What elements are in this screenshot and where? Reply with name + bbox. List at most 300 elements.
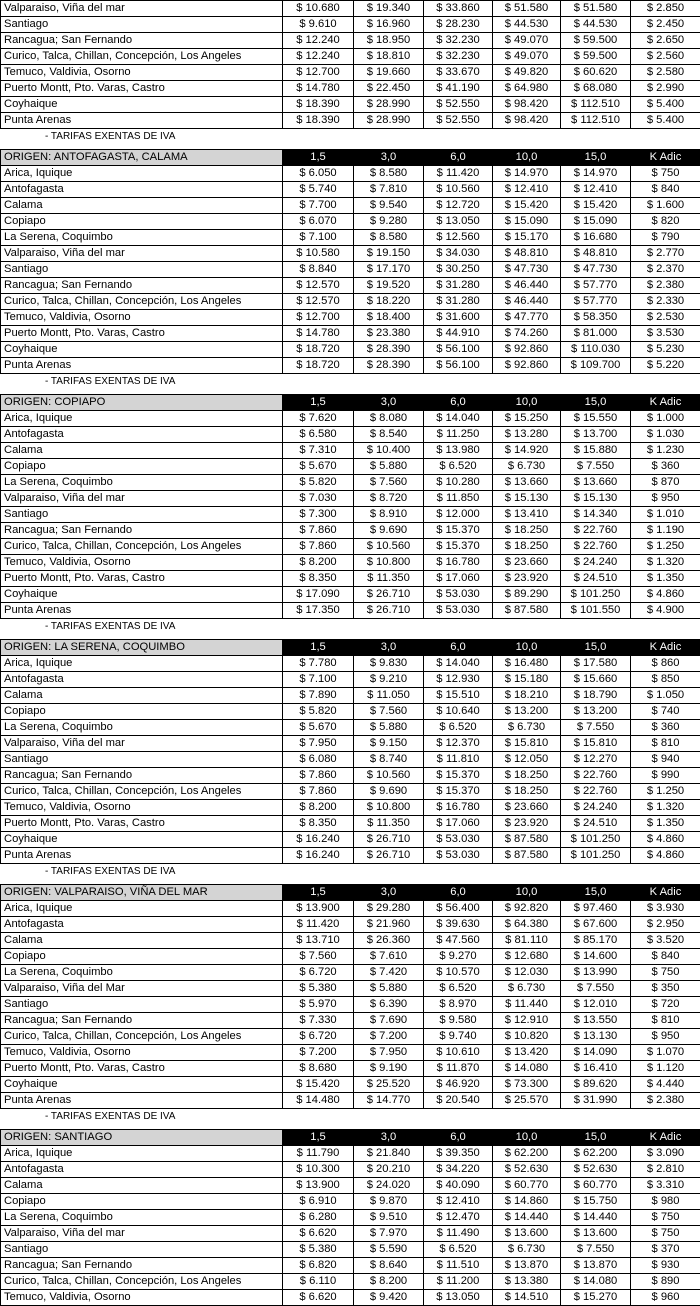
tax-exempt-note: - TARIFAS EXENTAS DE IVA: [0, 374, 700, 390]
destination-cell: Coyhaique: [1, 587, 283, 603]
rate-cell: $ 750: [631, 965, 700, 981]
rate-cell: $ 26.710: [354, 603, 424, 619]
rate-cell: $ 20.540: [424, 1093, 493, 1109]
rate-cell: $ 3.090: [631, 1146, 700, 1162]
rate-cell: $ 12.720: [424, 198, 493, 214]
rate-cell: $ 13.700: [561, 427, 631, 443]
rate-cell: $ 850: [631, 672, 700, 688]
table-row: [1, 1093, 700, 1109]
rate-cell: $ 2.580: [631, 65, 700, 81]
rate-cell: $ 13.200: [493, 704, 561, 720]
column-header: 15,0: [561, 885, 631, 901]
rate-cell: $ 15.180: [493, 672, 561, 688]
destination-cell: Temuco, Valdivia, Osorno: [1, 555, 283, 571]
table-row: [1, 933, 700, 949]
table-row: [1, 427, 700, 443]
rate-cell: $ 13.980: [424, 443, 493, 459]
rate-cell: $ 13.420: [493, 1045, 561, 1061]
table-row: [1, 326, 700, 342]
column-header: 10,0: [493, 640, 561, 656]
rate-table: [0, 0, 700, 129]
rate-cell: $ 18.950: [354, 33, 424, 49]
rate-cell: $ 30.250: [424, 262, 493, 278]
rate-cell: $ 56.100: [424, 342, 493, 358]
table-row: [1, 981, 700, 997]
rate-cell: $ 49.070: [493, 49, 561, 65]
destination-cell: Antofagasta: [1, 182, 283, 198]
rate-cell: $ 16.680: [561, 230, 631, 246]
rate-cell: $ 10.400: [354, 443, 424, 459]
rate-cell: $ 8.740: [354, 752, 424, 768]
destination-cell: Calama: [1, 443, 283, 459]
table-row: [1, 1061, 700, 1077]
destination-cell: La Serena, Coquimbo: [1, 1210, 283, 1226]
table-row: [1, 1045, 700, 1061]
rate-cell: $ 1.030: [631, 427, 700, 443]
rate-cell: $ 750: [631, 166, 700, 182]
rate-cell: $ 40.090: [424, 1178, 493, 1194]
rate-cell: $ 2.380: [631, 1093, 700, 1109]
rate-cell: $ 13.380: [493, 1274, 561, 1290]
tax-exempt-note: - TARIFAS EXENTAS DE IVA: [0, 619, 700, 635]
rate-cell: $ 23.380: [354, 326, 424, 342]
tax-exempt-note: - TARIFAS EXENTAS DE IVA: [0, 1109, 700, 1125]
rate-cell: $ 930: [631, 1258, 700, 1274]
table-row: [1, 17, 700, 33]
rate-cell: $ 44.530: [493, 17, 561, 33]
table-row: [1, 571, 700, 587]
rate-cell: $ 23.920: [493, 571, 561, 587]
column-header: 1,5: [283, 640, 354, 656]
rate-cell: $ 60.770: [493, 1178, 561, 1194]
rate-cell: $ 56.400: [424, 901, 493, 917]
destination-cell: La Serena, Coquimbo: [1, 965, 283, 981]
rate-cell: $ 12.700: [283, 310, 354, 326]
table-row: [1, 113, 700, 129]
rate-cell: $ 2.330: [631, 294, 700, 310]
destination-cell: Coyhaique: [1, 342, 283, 358]
column-header: 3,0: [354, 885, 424, 901]
rate-cell: $ 7.550: [561, 1242, 631, 1258]
rate-cell: $ 7.100: [283, 230, 354, 246]
destination-cell: Temuco, Valdivia, Osorno: [1, 800, 283, 816]
rate-cell: $ 56.100: [424, 358, 493, 374]
rate-cell: $ 6.390: [354, 997, 424, 1013]
rate-cell: $ 15.810: [561, 736, 631, 752]
rate-cell: $ 33.670: [424, 65, 493, 81]
rate-cell: $ 15.420: [283, 1077, 354, 1093]
rate-cell: $ 18.720: [283, 342, 354, 358]
table-header-row: [1, 885, 700, 901]
rate-cell: $ 7.550: [561, 981, 631, 997]
rate-cell: $ 6.520: [424, 720, 493, 736]
destination-cell: Valparaiso, Viña del Mar: [1, 981, 283, 997]
rate-cell: $ 14.080: [561, 1274, 631, 1290]
rate-cell: $ 9.870: [354, 1194, 424, 1210]
rate-cell: $ 13.870: [493, 1258, 561, 1274]
table-row: [1, 965, 700, 981]
rate-cell: $ 7.030: [283, 491, 354, 507]
table-row: [1, 736, 700, 752]
tax-exempt-note: - TARIFAS EXENTAS DE IVA: [0, 864, 700, 880]
rate-cell: $ 14.440: [493, 1210, 561, 1226]
rate-cell: $ 7.810: [354, 182, 424, 198]
destination-cell: Santiago: [1, 507, 283, 523]
destination-cell: La Serena, Coquimbo: [1, 230, 283, 246]
table-row: [1, 1077, 700, 1093]
destination-cell: Valparaiso, Viña del mar: [1, 736, 283, 752]
rate-cell: $ 13.900: [283, 901, 354, 917]
rate-cell: $ 11.250: [424, 427, 493, 443]
rate-cell: $ 13.280: [493, 427, 561, 443]
column-header: K Adic: [631, 150, 700, 166]
rate-cell: $ 7.200: [354, 1029, 424, 1045]
rate-cell: $ 10.560: [424, 182, 493, 198]
table-row: [1, 1290, 700, 1306]
rate-cell: $ 28.230: [424, 17, 493, 33]
table-row: [1, 672, 700, 688]
column-header: 6,0: [424, 1130, 493, 1146]
rate-cell: $ 5.880: [354, 720, 424, 736]
rate-cell: $ 26.710: [354, 848, 424, 864]
rate-cell: $ 11.350: [354, 816, 424, 832]
rate-cell: $ 12.410: [424, 1194, 493, 1210]
rate-cell: $ 46.440: [493, 294, 561, 310]
rate-cell: $ 960: [631, 1290, 700, 1306]
rate-cell: $ 750: [631, 1226, 700, 1242]
rate-cell: $ 67.600: [561, 917, 631, 933]
rate-cell: $ 12.680: [493, 949, 561, 965]
rate-cell: $ 860: [631, 656, 700, 672]
rate-cell: $ 9.510: [354, 1210, 424, 1226]
rate-cell: $ 10.610: [424, 1045, 493, 1061]
rate-cell: $ 47.730: [493, 262, 561, 278]
rate-cell: $ 15.130: [493, 491, 561, 507]
rate-cell: $ 41.190: [424, 81, 493, 97]
rate-cell: $ 57.770: [561, 294, 631, 310]
rate-cell: $ 7.860: [283, 768, 354, 784]
rate-cell: $ 7.610: [354, 949, 424, 965]
rate-cell: $ 4.860: [631, 832, 700, 848]
rate-cell: $ 12.570: [283, 278, 354, 294]
rate-cell: $ 32.230: [424, 33, 493, 49]
rate-cell: $ 28.990: [354, 113, 424, 129]
rate-cell: $ 1.320: [631, 800, 700, 816]
table-row: [1, 491, 700, 507]
rate-cell: $ 9.580: [424, 1013, 493, 1029]
rate-cell: $ 8.200: [354, 1274, 424, 1290]
rate-cell: $ 87.580: [493, 832, 561, 848]
rate-cell: $ 9.280: [354, 214, 424, 230]
table-row: [1, 358, 700, 374]
rate-cell: $ 28.390: [354, 342, 424, 358]
rate-cell: $ 5.400: [631, 97, 700, 113]
rate-cell: $ 2.770: [631, 246, 700, 262]
rate-cell: $ 5.380: [283, 981, 354, 997]
destination-cell: Rancagua; San Fernando: [1, 768, 283, 784]
rate-cell: $ 790: [631, 230, 700, 246]
rate-cell: $ 22.760: [561, 768, 631, 784]
rate-cell: $ 101.250: [561, 848, 631, 864]
rate-cell: $ 750: [631, 1210, 700, 1226]
rate-cell: $ 26.360: [354, 933, 424, 949]
rate-cell: $ 64.980: [493, 81, 561, 97]
destination-cell: Arica, Iquique: [1, 1146, 283, 1162]
rate-cell: $ 29.280: [354, 901, 424, 917]
rate-cell: $ 12.240: [283, 33, 354, 49]
destination-cell: Copiapo: [1, 949, 283, 965]
destination-cell: Coyhaique: [1, 97, 283, 113]
rate-cell: $ 13.200: [561, 704, 631, 720]
rate-cell: $ 6.910: [283, 1194, 354, 1210]
destination-cell: Punta Arenas: [1, 603, 283, 619]
table-row: [1, 1194, 700, 1210]
rate-cell: $ 5.880: [354, 459, 424, 475]
rate-cell: $ 34.030: [424, 246, 493, 262]
rate-cell: $ 2.990: [631, 81, 700, 97]
rate-cell: $ 6.520: [424, 981, 493, 997]
rate-cell: $ 2.810: [631, 1162, 700, 1178]
rate-cell: $ 98.420: [493, 113, 561, 129]
table-row: [1, 917, 700, 933]
destination-cell: Santiago: [1, 997, 283, 1013]
rate-cell: $ 2.380: [631, 278, 700, 294]
rate-cell: $ 8.580: [354, 166, 424, 182]
table-row: [1, 310, 700, 326]
rate-cell: $ 12.000: [424, 507, 493, 523]
rate-cell: $ 52.550: [424, 113, 493, 129]
rate-cell: $ 31.280: [424, 278, 493, 294]
table-header-row: [1, 395, 700, 411]
column-header: 1,5: [283, 1130, 354, 1146]
table-row: [1, 198, 700, 214]
rate-cell: $ 7.890: [283, 688, 354, 704]
rate-cell: $ 15.370: [424, 768, 493, 784]
rate-cell: $ 9.150: [354, 736, 424, 752]
rate-cell: $ 24.020: [354, 1178, 424, 1194]
rate-cell: $ 58.350: [561, 310, 631, 326]
rate-cell: $ 17.170: [354, 262, 424, 278]
column-header: 3,0: [354, 640, 424, 656]
table-row: [1, 901, 700, 917]
table-row: [1, 997, 700, 1013]
rate-table: [0, 149, 700, 374]
rate-cell: $ 6.110: [283, 1274, 354, 1290]
rate-cell: $ 15.250: [493, 411, 561, 427]
destination-cell: Punta Arenas: [1, 848, 283, 864]
rate-cell: $ 12.930: [424, 672, 493, 688]
rate-cell: $ 92.860: [493, 358, 561, 374]
column-header: 1,5: [283, 395, 354, 411]
rate-cell: $ 68.080: [561, 81, 631, 97]
rate-cell: $ 24.240: [561, 555, 631, 571]
rate-cell: $ 11.850: [424, 491, 493, 507]
table-row: [1, 97, 700, 113]
column-header: 15,0: [561, 1130, 631, 1146]
rate-cell: $ 1.350: [631, 816, 700, 832]
table-row: [1, 704, 700, 720]
rate-cell: $ 85.170: [561, 933, 631, 949]
rate-cell: $ 73.300: [493, 1077, 561, 1093]
rate-cell: $ 11.810: [424, 752, 493, 768]
table-row: [1, 656, 700, 672]
rate-cell: $ 17.350: [283, 603, 354, 619]
rate-cell: $ 14.780: [283, 81, 354, 97]
rate-cell: $ 6.070: [283, 214, 354, 230]
destination-cell: Rancagua; San Fernando: [1, 278, 283, 294]
rate-cell: $ 24.510: [561, 816, 631, 832]
destination-cell: Valparaiso, Viña del mar: [1, 1, 283, 17]
rate-cell: $ 60.620: [561, 65, 631, 81]
rate-cell: $ 8.680: [283, 1061, 354, 1077]
table-header-row: [1, 150, 700, 166]
destination-cell: Santiago: [1, 752, 283, 768]
rate-cell: $ 6.580: [283, 427, 354, 443]
rate-cell: $ 1.190: [631, 523, 700, 539]
rate-cell: $ 7.100: [283, 672, 354, 688]
rate-cell: $ 5.400: [631, 113, 700, 129]
rate-cell: $ 13.130: [561, 1029, 631, 1045]
origin-heading: ORIGEN: LA SERENA, COQUIMBO: [1, 640, 283, 656]
column-header: 6,0: [424, 395, 493, 411]
rate-cell: $ 8.540: [354, 427, 424, 443]
rate-cell: $ 15.750: [561, 1194, 631, 1210]
rate-cell: $ 18.810: [354, 49, 424, 65]
column-header: K Adic: [631, 885, 700, 901]
rate-cell: $ 7.420: [354, 965, 424, 981]
rate-cell: $ 22.760: [561, 539, 631, 555]
rate-cell: $ 8.350: [283, 816, 354, 832]
rate-cell: $ 24.240: [561, 800, 631, 816]
destination-cell: Santiago: [1, 262, 283, 278]
table-row: [1, 475, 700, 491]
destination-cell: La Serena, Coquimbo: [1, 720, 283, 736]
destination-cell: Curico, Talca, Chillan, Concepción, Los Angeles: [1, 539, 283, 555]
rate-cell: $ 47.730: [561, 262, 631, 278]
rate-cell: $ 10.580: [283, 246, 354, 262]
rate-cell: $ 3.520: [631, 933, 700, 949]
table-row: [1, 1013, 700, 1029]
rate-cell: $ 57.770: [561, 278, 631, 294]
rate-cell: $ 6.620: [283, 1290, 354, 1306]
column-header: 15,0: [561, 150, 631, 166]
table-row: [1, 832, 700, 848]
origin-heading: ORIGEN: SANTIAGO: [1, 1130, 283, 1146]
rate-cell: $ 7.700: [283, 198, 354, 214]
rate-cell: $ 59.500: [561, 33, 631, 49]
rate-cell: $ 8.840: [283, 262, 354, 278]
destination-cell: Valparaiso, Viña del mar: [1, 1226, 283, 1242]
rate-cell: $ 8.720: [354, 491, 424, 507]
column-header: 10,0: [493, 150, 561, 166]
destination-cell: Puerto Montt, Pto. Varas, Castro: [1, 1061, 283, 1077]
table-row: [1, 768, 700, 784]
destination-cell: Punta Arenas: [1, 1093, 283, 1109]
rate-cell: $ 15.130: [561, 491, 631, 507]
rate-cell: $ 15.170: [493, 230, 561, 246]
rate-cell: $ 12.470: [424, 1210, 493, 1226]
column-header: 10,0: [493, 395, 561, 411]
table-row: [1, 81, 700, 97]
table-row: [1, 459, 700, 475]
rate-cell: $ 2.850: [631, 1, 700, 17]
rate-cell: $ 87.580: [493, 848, 561, 864]
rate-cell: $ 360: [631, 720, 700, 736]
rate-cell: $ 14.090: [561, 1045, 631, 1061]
rate-cell: $ 2.530: [631, 310, 700, 326]
rate-cell: $ 53.030: [424, 848, 493, 864]
table-row: [1, 182, 700, 198]
rate-cell: $ 59.500: [561, 49, 631, 65]
rate-cell: $ 10.800: [354, 800, 424, 816]
rate-cell: $ 7.560: [354, 704, 424, 720]
rate-cell: $ 16.480: [493, 656, 561, 672]
destination-cell: Rancagua; San Fernando: [1, 523, 283, 539]
column-header: 10,0: [493, 1130, 561, 1146]
rate-cell: $ 101.550: [561, 603, 631, 619]
rate-cell: $ 11.490: [424, 1226, 493, 1242]
rate-cell: $ 22.450: [354, 81, 424, 97]
rate-cell: $ 5.740: [283, 182, 354, 198]
column-header: K Adic: [631, 640, 700, 656]
destination-cell: Coyhaique: [1, 1077, 283, 1093]
rate-cell: $ 18.390: [283, 97, 354, 113]
rate-cell: $ 2.450: [631, 17, 700, 33]
rate-cell: $ 15.370: [424, 523, 493, 539]
destination-cell: Punta Arenas: [1, 113, 283, 129]
destination-cell: Calama: [1, 933, 283, 949]
destination-cell: Curico, Talca, Chillan, Concepción, Los Angeles: [1, 1029, 283, 1045]
rate-cell: $ 15.880: [561, 443, 631, 459]
rate-cell: $ 15.550: [561, 411, 631, 427]
rate-cell: $ 81.000: [561, 326, 631, 342]
rate-cell: $ 1.230: [631, 443, 700, 459]
rate-cell: $ 5.820: [283, 704, 354, 720]
rate-cell: $ 13.550: [561, 1013, 631, 1029]
rate-cell: $ 9.270: [424, 949, 493, 965]
rate-cell: $ 28.990: [354, 97, 424, 113]
rate-cell: $ 53.030: [424, 832, 493, 848]
rate-cell: $ 5.380: [283, 1242, 354, 1258]
rate-cell: $ 12.570: [283, 294, 354, 310]
table-row: [1, 539, 700, 555]
rate-cell: $ 11.420: [424, 166, 493, 182]
rate-cell: $ 9.690: [354, 784, 424, 800]
rate-cell: $ 7.950: [283, 736, 354, 752]
rate-cell: $ 820: [631, 214, 700, 230]
rate-cell: $ 18.250: [493, 523, 561, 539]
rate-cell: $ 12.410: [561, 182, 631, 198]
rate-cell: $ 74.260: [493, 326, 561, 342]
rate-cell: $ 24.510: [561, 571, 631, 587]
rate-cell: $ 31.990: [561, 1093, 631, 1109]
rate-cell: $ 8.350: [283, 571, 354, 587]
destination-cell: Santiago: [1, 17, 283, 33]
table-row: [1, 1226, 700, 1242]
rate-cell: $ 6.820: [283, 1258, 354, 1274]
destination-cell: Arica, Iquique: [1, 411, 283, 427]
table-row: [1, 523, 700, 539]
destination-cell: Antofagasta: [1, 1162, 283, 1178]
rate-cell: $ 13.870: [561, 1258, 631, 1274]
rate-cell: $ 64.380: [493, 917, 561, 933]
rate-cell: $ 7.860: [283, 784, 354, 800]
rate-cell: $ 44.910: [424, 326, 493, 342]
destination-cell: Calama: [1, 1178, 283, 1194]
column-header: 3,0: [354, 395, 424, 411]
destination-cell: La Serena, Coquimbo: [1, 475, 283, 491]
rate-cell: $ 350: [631, 981, 700, 997]
